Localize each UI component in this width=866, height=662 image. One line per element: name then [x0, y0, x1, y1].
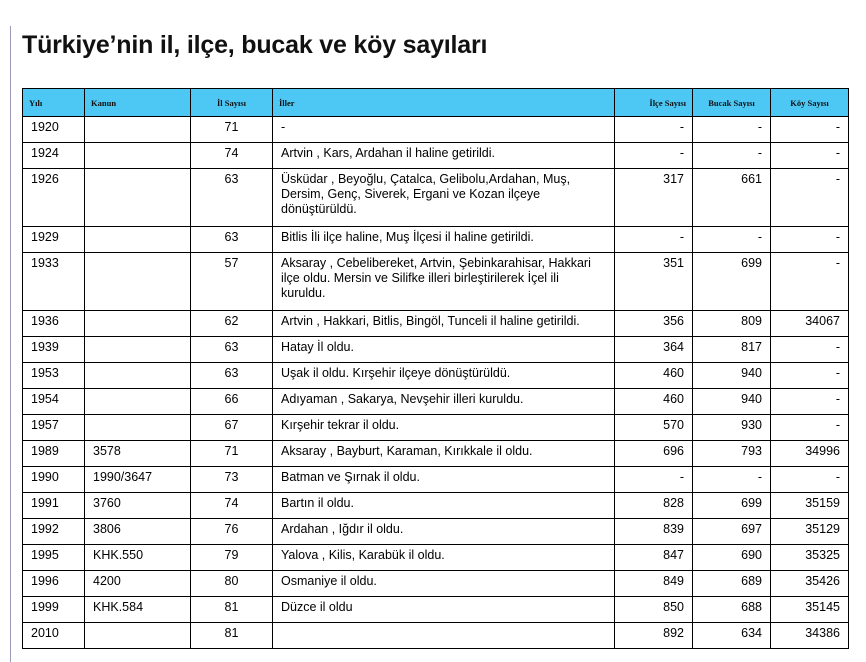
cell-il-sayisi: 71	[191, 441, 273, 467]
cell-yil: 1990	[23, 467, 85, 493]
cell-kanun	[85, 311, 191, 337]
cell-iller: Osmaniye il oldu.	[273, 571, 615, 597]
cell-bucak-sayisi: 688	[693, 597, 771, 623]
cell-koy-sayisi: -	[771, 253, 849, 311]
cell-kanun: 4200	[85, 571, 191, 597]
table-header-row	[23, 89, 849, 117]
cell-yil: 1936	[23, 311, 85, 337]
cell-il-sayisi: 67	[191, 415, 273, 441]
cell-bucak-sayisi: 940	[693, 363, 771, 389]
cell-iller: Kırşehir tekrar il oldu.	[273, 415, 615, 441]
cell-koy-sayisi: -	[771, 389, 849, 415]
cell-kanun	[85, 623, 191, 649]
cell-ilce-sayisi: 460	[615, 363, 693, 389]
cell-kanun	[85, 169, 191, 227]
cell-ilce-sayisi: 696	[615, 441, 693, 467]
cell-il-sayisi: 80	[191, 571, 273, 597]
cell-bucak-sayisi: -	[693, 143, 771, 169]
table-row	[23, 519, 849, 545]
cell-koy-sayisi: 34067	[771, 311, 849, 337]
cell-koy-sayisi: 35325	[771, 545, 849, 571]
cell-il-sayisi: 76	[191, 519, 273, 545]
cell-kanun	[85, 227, 191, 253]
table-row	[23, 253, 849, 311]
cell-il-sayisi: 57	[191, 253, 273, 311]
cell-koy-sayisi: 34996	[771, 441, 849, 467]
table-row	[23, 545, 849, 571]
left-margin-rule	[10, 26, 11, 662]
cell-yil: 1920	[23, 117, 85, 143]
header-iller: İller	[273, 89, 615, 117]
table-row	[23, 441, 849, 467]
cell-iller: Düzce il oldu	[273, 597, 615, 623]
cell-ilce-sayisi: 570	[615, 415, 693, 441]
cell-il-sayisi: 63	[191, 363, 273, 389]
header-kanun: Kanun	[85, 89, 191, 117]
cell-ilce-sayisi: 847	[615, 545, 693, 571]
cell-iller: Ardahan , Iğdır il oldu.	[273, 519, 615, 545]
cell-bucak-sayisi: 689	[693, 571, 771, 597]
table-row	[23, 363, 849, 389]
cell-yil: 1996	[23, 571, 85, 597]
cell-kanun: 3578	[85, 441, 191, 467]
cell-koy-sayisi: 35145	[771, 597, 849, 623]
cell-koy-sayisi: -	[771, 337, 849, 363]
cell-ilce-sayisi: 356	[615, 311, 693, 337]
cell-ilce-sayisi: 460	[615, 389, 693, 415]
cell-yil: 1989	[23, 441, 85, 467]
cell-il-sayisi: 63	[191, 337, 273, 363]
cell-bucak-sayisi: 634	[693, 623, 771, 649]
cell-iller: Üsküdar , Beyoğlu, Çatalca, Gelibolu,Ardahan, Muş, Dersim, Genç, Siverek, Ergani ve Kozan ilçeye dönüştürüldü.	[273, 169, 615, 227]
cell-ilce-sayisi: 317	[615, 169, 693, 227]
cell-iller: -	[273, 117, 615, 143]
cell-kanun	[85, 415, 191, 441]
cell-koy-sayisi: -	[771, 169, 849, 227]
cell-bucak-sayisi: -	[693, 227, 771, 253]
table-row	[23, 623, 849, 649]
table-row	[23, 597, 849, 623]
cell-bucak-sayisi: 699	[693, 253, 771, 311]
cell-il-sayisi: 63	[191, 227, 273, 253]
table-row	[23, 169, 849, 227]
cell-kanun: KHK.550	[85, 545, 191, 571]
header-koy-sayisi: Köy Sayısı	[771, 89, 849, 117]
table-row	[23, 493, 849, 519]
cell-yil: 1957	[23, 415, 85, 441]
cell-yil: 1939	[23, 337, 85, 363]
cell-kanun	[85, 117, 191, 143]
table-row	[23, 311, 849, 337]
cell-yil: 1929	[23, 227, 85, 253]
table-row	[23, 467, 849, 493]
cell-kanun: KHK.584	[85, 597, 191, 623]
cell-il-sayisi: 81	[191, 597, 273, 623]
table-row	[23, 571, 849, 597]
cell-bucak-sayisi: 690	[693, 545, 771, 571]
cell-il-sayisi: 62	[191, 311, 273, 337]
cell-ilce-sayisi: 351	[615, 253, 693, 311]
cell-ilce-sayisi: 849	[615, 571, 693, 597]
counts-table	[22, 88, 849, 649]
cell-iller: Aksaray , Bayburt, Karaman, Kırıkkale il oldu.	[273, 441, 615, 467]
cell-ilce-sayisi: -	[615, 117, 693, 143]
cell-ilce-sayisi: 828	[615, 493, 693, 519]
cell-koy-sayisi: -	[771, 227, 849, 253]
cell-bucak-sayisi: 809	[693, 311, 771, 337]
cell-kanun	[85, 253, 191, 311]
cell-koy-sayisi: -	[771, 143, 849, 169]
cell-il-sayisi: 73	[191, 467, 273, 493]
table-row	[23, 227, 849, 253]
cell-iller: Artvin , Kars, Ardahan il haline getirildi.	[273, 143, 615, 169]
cell-bucak-sayisi: 930	[693, 415, 771, 441]
cell-il-sayisi: 74	[191, 493, 273, 519]
cell-koy-sayisi: -	[771, 415, 849, 441]
table-row	[23, 415, 849, 441]
table-row	[23, 389, 849, 415]
cell-bucak-sayisi: 940	[693, 389, 771, 415]
cell-yil: 1924	[23, 143, 85, 169]
header-yil: Yılı	[23, 89, 85, 117]
cell-iller: Bitlis İli ilçe haline, Muş İlçesi il haline getirildi.	[273, 227, 615, 253]
table-row	[23, 117, 849, 143]
cell-bucak-sayisi: 697	[693, 519, 771, 545]
cell-yil: 1926	[23, 169, 85, 227]
cell-kanun	[85, 143, 191, 169]
cell-koy-sayisi: -	[771, 117, 849, 143]
cell-koy-sayisi: 35159	[771, 493, 849, 519]
cell-kanun: 1990/3647	[85, 467, 191, 493]
cell-ilce-sayisi: -	[615, 467, 693, 493]
page-title: Türkiye’nin il, ilçe, bucak ve köy sayıları	[22, 31, 488, 59]
cell-ilce-sayisi: -	[615, 227, 693, 253]
table-row	[23, 143, 849, 169]
cell-il-sayisi: 63	[191, 169, 273, 227]
cell-kanun	[85, 337, 191, 363]
cell-yil: 1999	[23, 597, 85, 623]
cell-yil: 1991	[23, 493, 85, 519]
cell-ilce-sayisi: 892	[615, 623, 693, 649]
cell-il-sayisi: 71	[191, 117, 273, 143]
cell-koy-sayisi: -	[771, 363, 849, 389]
cell-iller: Bartın il oldu.	[273, 493, 615, 519]
cell-koy-sayisi: 35129	[771, 519, 849, 545]
cell-kanun	[85, 389, 191, 415]
cell-il-sayisi: 74	[191, 143, 273, 169]
cell-bucak-sayisi: 793	[693, 441, 771, 467]
cell-il-sayisi: 66	[191, 389, 273, 415]
cell-kanun	[85, 363, 191, 389]
cell-bucak-sayisi: 661	[693, 169, 771, 227]
cell-bucak-sayisi: 817	[693, 337, 771, 363]
cell-iller: Uşak il oldu. Kırşehir ilçeye dönüştürüldü.	[273, 363, 615, 389]
cell-iller: Aksaray , Cebelibereket, Artvin, Şebinkarahisar, Hakkari ilçe oldu. Mersin ve Silifke illeri birleştirilerek İçel ili kuruldu.	[273, 253, 615, 311]
cell-iller: Batman ve Şırnak il oldu.	[273, 467, 615, 493]
header-bucak-sayisi: Bucak Sayısı	[693, 89, 771, 117]
table-body	[23, 117, 849, 649]
cell-iller: Adıyaman , Sakarya, Nevşehir illeri kuruldu.	[273, 389, 615, 415]
table-row	[23, 337, 849, 363]
cell-ilce-sayisi: -	[615, 143, 693, 169]
cell-yil: 2010	[23, 623, 85, 649]
cell-koy-sayisi: 35426	[771, 571, 849, 597]
cell-koy-sayisi: -	[771, 467, 849, 493]
cell-yil: 1933	[23, 253, 85, 311]
cell-iller: Hatay İl oldu.	[273, 337, 615, 363]
header-il-sayisi: İl Sayısı	[191, 89, 273, 117]
cell-ilce-sayisi: 850	[615, 597, 693, 623]
cell-yil: 1954	[23, 389, 85, 415]
cell-iller: Artvin , Hakkari, Bitlis, Bingöl, Tunceli il haline getirildi.	[273, 311, 615, 337]
cell-yil: 1953	[23, 363, 85, 389]
cell-il-sayisi: 79	[191, 545, 273, 571]
cell-yil: 1992	[23, 519, 85, 545]
header-ilce-sayisi: İlçe Sayısı	[615, 89, 693, 117]
cell-bucak-sayisi: -	[693, 117, 771, 143]
cell-il-sayisi: 81	[191, 623, 273, 649]
cell-kanun: 3806	[85, 519, 191, 545]
cell-yil: 1995	[23, 545, 85, 571]
cell-bucak-sayisi: -	[693, 467, 771, 493]
cell-ilce-sayisi: 364	[615, 337, 693, 363]
cell-bucak-sayisi: 699	[693, 493, 771, 519]
cell-iller: Yalova , Kilis, Karabük il oldu.	[273, 545, 615, 571]
cell-koy-sayisi: 34386	[771, 623, 849, 649]
cell-kanun: 3760	[85, 493, 191, 519]
cell-iller	[273, 623, 615, 649]
cell-ilce-sayisi: 839	[615, 519, 693, 545]
